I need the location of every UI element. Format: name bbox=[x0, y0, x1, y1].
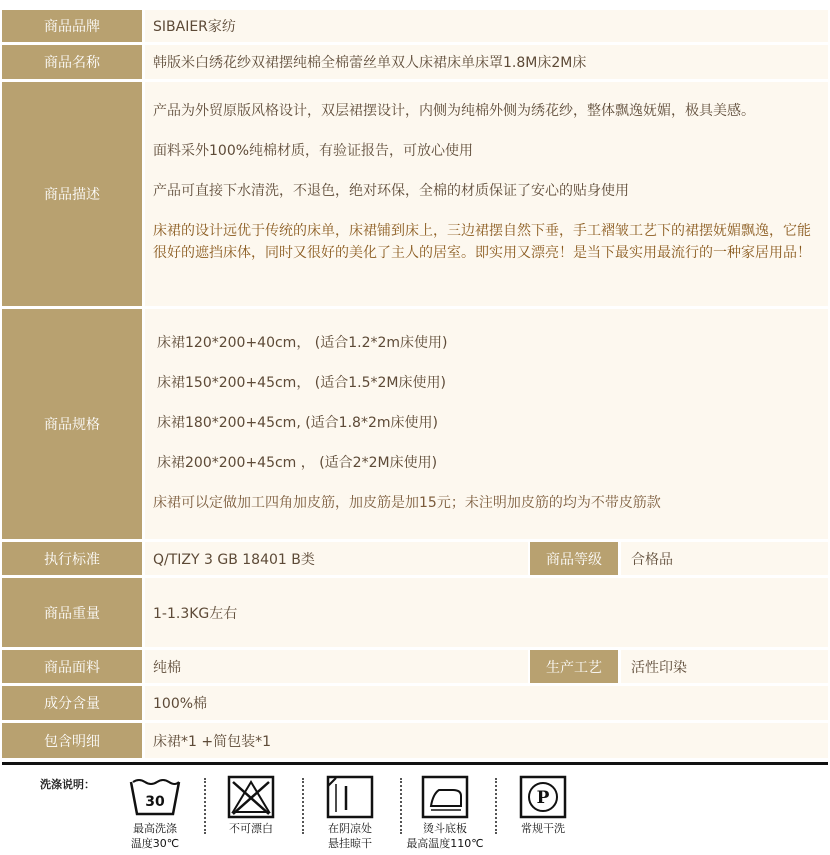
row-label-secondary: 生产工艺 bbox=[530, 650, 618, 683]
care-caption: 不可漂白 bbox=[229, 822, 273, 835]
row-description bbox=[2, 82, 828, 306]
care-caption: 最高洗涤 bbox=[133, 822, 177, 835]
wash-30-icon bbox=[127, 774, 183, 820]
care-item-dry bbox=[310, 774, 390, 850]
care-item-iron bbox=[405, 774, 485, 850]
spec-note: 床裙可以定做加工四角加皮筋，加皮筋是加15元；未注明加皮筋的均为不带皮筋款 bbox=[153, 495, 661, 511]
care-instructions bbox=[0, 768, 830, 855]
spec-line: 床裙180*200+45cm, (适合1.8*2m床使用) bbox=[157, 415, 438, 431]
care-caption: 最高温度110℃ bbox=[406, 837, 484, 850]
row-value: 韩版米白绣花纱双裙摆纯棉全棉蕾丝单双人床裙床单床罩1.8M床2M床 bbox=[145, 45, 828, 79]
row-name bbox=[2, 45, 828, 79]
row-value: 100%棉 bbox=[145, 686, 828, 720]
iron-110-icon bbox=[417, 774, 473, 820]
row-standard bbox=[2, 542, 828, 575]
description-line: 床裙的设计远优于传统的床单，床裙铺到床上，三边裙摆自然下垂，手工褶皱工艺下的裙摆妩媚飘逸，它能很好的遮挡床体，同时又很好的美化了主人的居室。即实用又漂亮！是当下最实用最流行的一种家居用品！ bbox=[153, 223, 811, 261]
care-caption: 在阴凉处 bbox=[328, 822, 372, 835]
row-value: SIBAIER家纺 bbox=[145, 10, 828, 42]
care-separator bbox=[495, 778, 497, 834]
care-separator bbox=[204, 778, 206, 834]
specification-list bbox=[145, 309, 828, 539]
care-caption: 烫斗底板 bbox=[423, 822, 467, 835]
row-label: 商品名称 bbox=[2, 45, 142, 79]
dry-clean-letter: P bbox=[536, 788, 550, 808]
care-caption: 温度30℃ bbox=[130, 837, 180, 850]
description-line: 产品为外贸原版风格设计，双层裙摆设计，内侧为纯棉外侧为绣花纱，整体飘逸妩媚，极具美感。 bbox=[153, 103, 755, 119]
row-value: Q/TIZY 3 GB 18401 B类 bbox=[145, 542, 528, 575]
row-label: 商品品牌 bbox=[2, 10, 142, 42]
spec-line: 床裙150*200+45cm， (适合1.5*2M床使用) bbox=[157, 375, 446, 391]
row-specification bbox=[2, 309, 828, 539]
row-label: 商品规格 bbox=[2, 309, 142, 539]
row-fabric bbox=[2, 650, 828, 683]
care-caption: 悬挂晾干 bbox=[328, 837, 372, 850]
row-value: 1-1.3KG左右 bbox=[145, 578, 828, 647]
care-item-dryclean bbox=[503, 774, 583, 838]
row-brand bbox=[2, 10, 828, 42]
spec-line: 床裙200*200+45cm ， (适合2*2M床使用) bbox=[157, 455, 438, 471]
row-label: 商品面料 bbox=[2, 650, 142, 683]
row-label: 成分含量 bbox=[2, 686, 142, 720]
row-label: 商品描述 bbox=[2, 82, 142, 306]
row-label: 包含明细 bbox=[2, 723, 142, 758]
care-caption: 常规干洗 bbox=[521, 822, 565, 835]
row-value: 纯棉 bbox=[145, 650, 528, 683]
wash-temp-text: 30 bbox=[145, 794, 165, 810]
care-title: 洗涤说明： bbox=[40, 778, 95, 791]
row-value-secondary: 合格品 bbox=[621, 542, 828, 575]
row-label: 执行标准 bbox=[2, 542, 142, 575]
description-line: 面料采外100%纯棉材质，有验证报告，可放心使用 bbox=[153, 143, 474, 159]
section-divider bbox=[2, 762, 828, 765]
row-value: 床裙*1 +简包装*1 bbox=[145, 723, 828, 758]
row-label: 商品重量 bbox=[2, 578, 142, 647]
description-line: 产品可直接下水清洗，不退色，绝对环保，全棉的材质保证了安心的贴身使用 bbox=[153, 183, 629, 199]
care-separator bbox=[400, 778, 402, 834]
dry-clean-p-icon bbox=[515, 774, 571, 820]
row-weight bbox=[2, 578, 828, 647]
no-bleach-icon bbox=[223, 774, 279, 820]
spec-line: 床裙120*200+40cm， (适合1.2*2m床使用) bbox=[157, 335, 448, 351]
line-dry-shade-icon bbox=[322, 774, 378, 820]
care-item-wash bbox=[115, 774, 195, 850]
description-text bbox=[145, 82, 828, 306]
care-separator bbox=[302, 778, 304, 834]
care-item-no-bleach bbox=[211, 774, 291, 838]
row-package bbox=[2, 723, 828, 758]
row-content bbox=[2, 686, 828, 720]
row-label-secondary: 商品等级 bbox=[530, 542, 618, 575]
row-value-secondary: 活性印染 bbox=[621, 650, 828, 683]
